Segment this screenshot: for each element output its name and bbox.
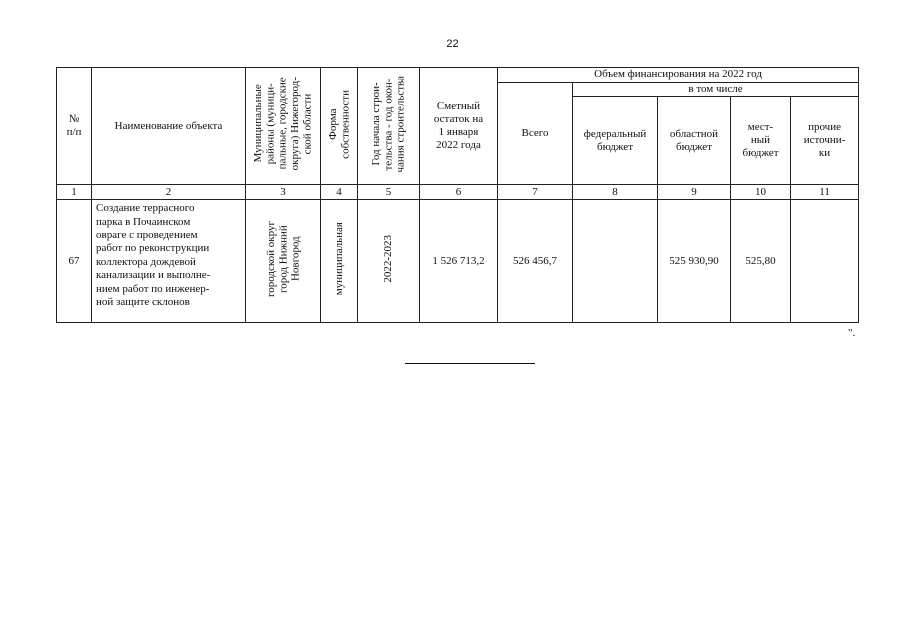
header-funding-group: Объем финансирования на 2022 год [498,68,859,83]
page-number: 22 [446,38,459,50]
column-number: 5 [358,185,420,200]
column-number: 9 [658,185,731,200]
closing-quote: ". [848,327,856,339]
header-row-1 [57,68,859,83]
header-including: в том числе [573,83,859,97]
row-regional: 525 930,90 [658,200,731,323]
header-num: № п/п [57,68,92,185]
financing-table [56,67,859,323]
row-ownership: муниципальная [321,200,358,323]
header-regional: областной бюджет [658,97,731,185]
header-total: Всего [498,83,573,185]
column-number: 1 [57,185,92,200]
column-number: 3 [246,185,321,200]
row-federal [573,200,658,323]
row-local: 525,80 [731,200,791,323]
column-number: 4 [321,185,358,200]
column-number: 10 [731,185,791,200]
row-district: городской округ город Нижний Новгород [246,200,321,323]
header-years: Год начала строи- тельства - год окон- чания строительства [358,68,420,185]
header-federal: федеральный бюджет [573,97,658,185]
separator-line [405,363,535,364]
header-other: прочие источни- ки [791,97,859,185]
row-name: Создание террасного парка в Почаинском овраге с проведением работ по реконструкции коллектора дождевой канализации и выполне- нием работ по инженер- ной защите склонов [92,200,246,323]
header-ownership: Форма собственности [321,68,358,185]
column-number: 11 [791,185,859,200]
header-local: мест- ный бюджет [731,97,791,185]
row-balance: 1 526 713,2 [420,200,498,323]
column-number: 6 [420,185,498,200]
column-number: 7 [498,185,573,200]
table-row [57,200,859,323]
row-other [791,200,859,323]
row-years: 2022-2023 [358,200,420,323]
column-numbers-row [57,185,859,200]
header-district: Муниципальные районы (муници- пальные, городские округа) Нижегород- ской области [246,68,321,185]
column-number: 8 [573,185,658,200]
row-total: 526 456,7 [498,200,573,323]
header-name: Наименование объекта [92,68,246,185]
header-balance: Сметный остаток на 1 января 2022 года [420,68,498,185]
row-num: 67 [57,200,92,323]
column-number: 2 [92,185,246,200]
